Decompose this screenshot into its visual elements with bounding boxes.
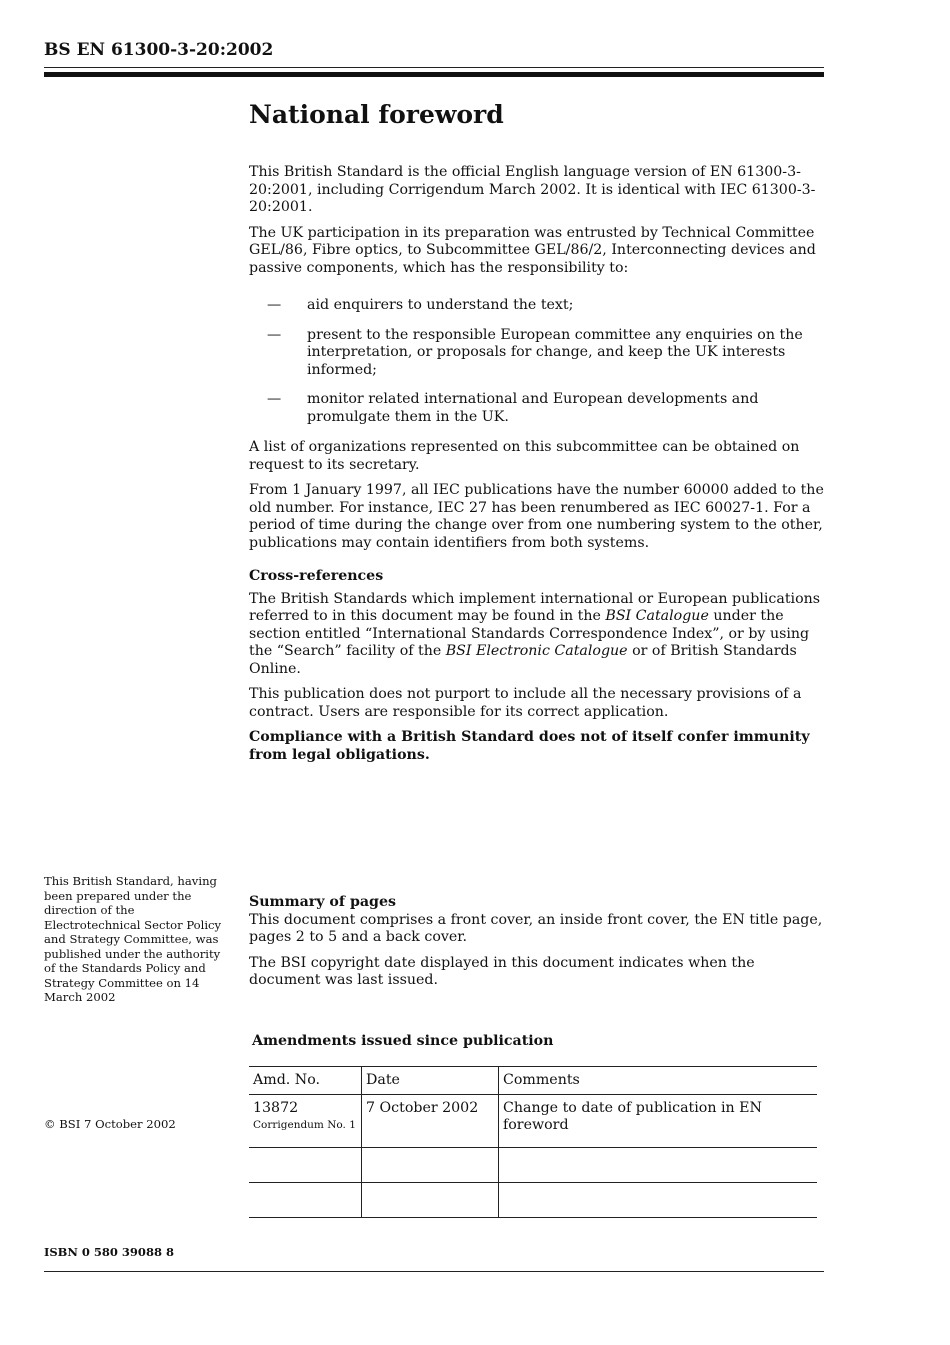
- compliance-statement: Compliance with a British Standard does not of itself confer immunity from legal obligations.: [249, 729, 810, 763]
- header-rule-thin: [44, 67, 824, 68]
- column-header: Comments: [499, 1067, 818, 1095]
- footer-rule: [44, 1271, 824, 1272]
- copyright-notice: © BSI 7 October 2002: [44, 1117, 176, 1131]
- table-row-empty: [249, 1148, 817, 1183]
- document-id: BS EN 61300-3-20:2002: [44, 40, 274, 60]
- contract-paragraph: This publication does not purport to include all the necessary provisions of a contract. Users are responsible for its correct application.: [249, 686, 802, 720]
- empty-cell: [249, 1148, 362, 1183]
- empty-cell: [499, 1148, 818, 1183]
- summary-section: [249, 894, 824, 998]
- column-header: Amd. No.: [249, 1067, 362, 1095]
- dash-marker: —: [267, 391, 282, 407]
- page-title: National foreword: [249, 100, 504, 129]
- cross-references-heading: Cross-references: [249, 568, 384, 584]
- bsi-electronic-catalogue-title: BSI Electronic Catalogue: [445, 643, 628, 659]
- list-item-text: present to the responsible European committee any enquiries on the interpretation, or proposals for change, and keep the UK interests informed;: [307, 326, 803, 378]
- table-header-row: [249, 1067, 817, 1095]
- summary-heading: Summary of pages: [249, 894, 396, 910]
- column-header: Date: [362, 1067, 499, 1095]
- list-item: [249, 327, 824, 380]
- list-item: [249, 391, 824, 426]
- list-item-text: aid enquirers to understand the text;: [307, 297, 574, 313]
- table-row-empty: [249, 1183, 817, 1218]
- summary-paragraph: The BSI copyright date displayed in this document indicates when the document was last issued.: [249, 954, 755, 988]
- text-run: or of British Standards Online.: [249, 643, 797, 677]
- amd-subtitle: Corrigendum No. 1: [253, 1119, 356, 1131]
- text-run: The British Standards which implement international or European publications referred to in this document may be found in the: [249, 590, 821, 624]
- list-item-text: monitor related international and European developments and promulgate them in the UK.: [307, 391, 759, 425]
- empty-cell: [362, 1183, 499, 1218]
- amendments-title: Amendments issued since publication: [252, 1033, 554, 1049]
- intro-paragraph: This British Standard is the official English language version of EN 61300-3-20:2001, including Corrigendum March 2002. It is identical with IEC 61300-3-20:2001.: [249, 164, 816, 215]
- dash-marker: —: [267, 326, 282, 343]
- amendments-table: [249, 1066, 817, 1218]
- isbn: ISBN 0 580 39088 8: [44, 1245, 174, 1259]
- empty-cell: [499, 1183, 818, 1218]
- publication-authority-note: This British Standard, having been prepared under the direction of the Electrotechnical Sector Policy and Strategy Committee, was published under the authority of the Standards Policy and Strategy Committee on 14 March 2002: [44, 874, 222, 1004]
- dash-marker: —: [267, 297, 282, 313]
- intro-paragraph: The UK participation in its preparation was entrusted by Technical Committee GEL/86, Fibre optics, to Subcommittee GEL/86/2, Interconnecting devices and passive components, which has the responsibility to:: [249, 224, 816, 276]
- cross-references-paragraph: [249, 591, 824, 679]
- date-cell: 7 October 2002: [362, 1095, 499, 1148]
- empty-cell: [249, 1183, 362, 1218]
- paragraph: From 1 January 1997, all IEC publications have the number 60000 added to the old number. For instance, IEC 27 has been renumbered as IEC 60027-1. For a period of time during the change over from one numbering system to the other, publications may contain identifiers from both systems.: [249, 482, 824, 551]
- header-rule-thick: [44, 72, 824, 77]
- paragraph: A list of organizations represented on this subcommittee can be obtained on request to its secretary.: [249, 439, 800, 473]
- empty-cell: [362, 1148, 499, 1183]
- bsi-catalogue-title: BSI Catalogue: [605, 608, 709, 624]
- responsibility-list: [249, 297, 824, 426]
- text-run: under the section entitled “International Standards Correspondence Index”, or by using the “Search” facility of the: [249, 608, 810, 659]
- amd-no-cell: [249, 1095, 362, 1148]
- comments-cell: Change to date of publication in EN foreword: [499, 1095, 818, 1148]
- table-row: [249, 1095, 817, 1148]
- foreword-body: [249, 164, 824, 772]
- amd-no: 13872: [253, 1100, 299, 1116]
- summary-paragraph: This document comprises a front cover, an inside front cover, the EN title page, pages 2 to 5 and a back cover.: [249, 911, 823, 945]
- list-item: [249, 297, 824, 315]
